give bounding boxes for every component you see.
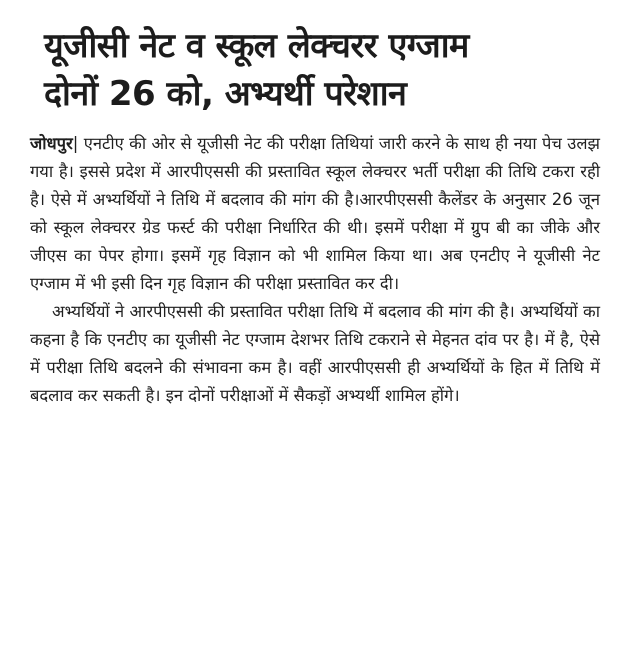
dateline: जोधपुर [30, 134, 73, 153]
news-article [30, 22, 600, 410]
article-body [30, 130, 600, 410]
headline-line-2: दोनों 26 को, अभ्यर्थी परेशान [44, 74, 407, 114]
paragraph-2 [30, 298, 600, 410]
dateline-separator: | [72, 134, 79, 153]
paragraph-2-text: अभ्यर्थियों ने आरपीएससी की प्रस्तावित परीक्षा तिथि में बदलाव की मांग की है। अभ्यर्थियों का कहना है कि एनटीए का यूजीसी नेट एग्जाम देशभर तिथि टकराने से मेहनत दांव पर है। में है, ऐसे में परीक्षा तिथि बदलने की संभावना कम है। वहीं आरपीएससी ही अभ्यर्थियों के हित में तिथि में बदलाव कर सकती है। इन दोनों परीक्षाओं में सैकड़ों अभ्यर्थी शामिल होंगे। [30, 302, 600, 405]
headline-line-1: यूजीसी नेट व स्कूल लेक्चरर एग्जाम [44, 26, 469, 66]
paragraph-1-text: एनटीए की ओर से यूजीसी नेट की परीक्षा तिथियां जारी करने के साथ ही नया पेच उलझ गया है। इससे प्रदेश में आरपीएससी की प्रस्तावित स्कूल लेक्चरर भर्ती परीक्षा की तिथि टकरा रही है। ऐसे में अभ्यर्थियों ने तिथि में बदलाव की मांग की है।आरपीएससी कैलेंडर के अनुसार 26 जून को स्कूल लेक्चरर ग्रेड फर्स्ट की परीक्षा निर्धारित की थी। इसमें परीक्षा में ग्रुप बी का जीके और जीएस का पेपर होगा। इसमें गृह विज्ञान को भी शामिल किया था। अब एनटीए ने यूजीसी नेट एग्जाम में भी इसी दिन गृह विज्ञान की परीक्षा प्रस्तावित कर दी। [30, 134, 600, 293]
headline [30, 22, 600, 118]
paragraph-1 [30, 130, 600, 298]
